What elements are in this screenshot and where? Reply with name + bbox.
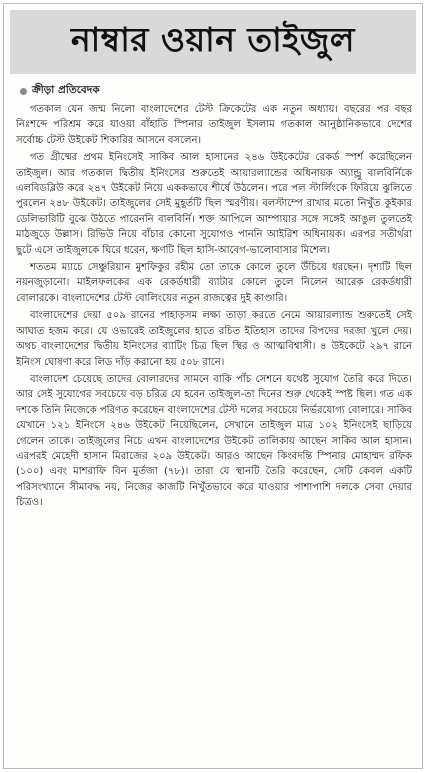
byline-text: ক্রীড়া প্রতিবেদক: [32, 84, 100, 96]
paragraph: শততম ম্যাচে সেঞ্চুরিয়ান মুশফিকুর রহীম তো তাকে কোলে তুলে উঁচিয়ে ধরছেন। দৃশ্যটি ছিল নয়নজুড়ানো। মাইলফলকের এক রেকর্ডধারী ব্যাটার কোলে তুলে নিলেন আরেক রেকর্ডধারী বোলারকে। বাংলাদেশের টেস্ট বোলিংয়ের নতুন রাজত্বের দুই কাণ্ডারি।: [16, 262, 413, 304]
paragraph: গত গ্রীষ্মের প্রথম ইনিংসেই সাকিব আল হাসানের ২৪৬ উইকেটের রেকর্ড স্পর্শ করেছিলেন তাইজুল। আর গতকাল দ্বিতীয় ইনিংসের শুরুতেই আয়ারল্যান্ডের অধিনায়ক অ্যান্ড্রু বালবির্নিকে এলবিডব্লিউ করে ২৪৭ উইকেট নিয়ে এককভাবে শীর্ষে উঠলেন। পরে পল স্টার্লিংকে ফিরিয়ে ঝুলিতে পুরলেন ২৪৮ উইকেট। তাইজুলের সেই মুহূর্তটি ছিল স্মরণীয়। বলস্টাম্পে রাখার মতো নিখুঁত কুইকার ডেলিভারিটি বুঝে উঠতে পারেননি বালবির্নি। শক্ত আপিলে আম্পায়ার সঙ্গে সঙ্গেই আঙুল তুলতেই মাঠজুড়ে উল্লাস। রিভিউ নিয়ে বাঁচার কোনো সুযোগও পাননি আইরিশ অধিনায়ক। এরপর সতীর্থরা ছুটে এসে তাইজুলকে ঘিরে ধরেন, ক্ষণটি ছিল হাসি-আবেগ-ভালোবাসার মিশেল।: [16, 152, 412, 256]
bullet-icon: [20, 88, 27, 95]
paragraph: বাংলাদেশের দেয়া ৫০৯ রানের পাহাড়সম লক্ষ্য তাড়া করতে নেমে আয়ারল্যান্ড শুরুতেই সেই আঘাত হজম করে। যে ওভারেই তাইজুলের হাতে রচিত ইতিহাস তাদের বিপদের দরজা খুলে দেয়। অথচ বাংলাদেশের দ্বিতীয় ইনিংসের ব্যাটিং চিত্র ছিল স্থির ও আত্মবিশ্বাসী। ৪ উইকেটে ২৯৭ রানে ইনিংস ঘোষণা করে লিড দাঁড় করানো হয় ৫০৮ রানে।: [16, 310, 412, 368]
headline: নাম্বার ওয়ান তাইজুল: [10, 10, 416, 74]
newspaper-clipping: [3, 3, 423, 769]
byline: [20, 83, 414, 100]
article-body: [16, 102, 412, 511]
paragraph: গতকাল যেন জন্ম নিলো বাংলাদেশের টেস্ট ক্রিকেটের এক নতুন অধ্যায়। বছরের পর বছর নিঃশব্দে পরিশ্রম করে যাওয়া বাঁহাতি স্পিনার তাইজুল ইসলাম গতকাল আনুষ্ঠানিকভাবে দেশের সর্বোচ্চ টেস্ট উইকেট শিকারির আসনে বসলেন।: [16, 104, 412, 146]
paragraph: বাংলাদেশ চেয়েছে তাদের বোলারদের সামনে বাকি পাঁচ সেশনে যথেষ্ট সুযোগ তৈরি করে দিতে। আর সেই সুযোগের সবচেয়ে বড় চরিত্র যে হবেন তাইজুল-তা দিনের শুরু থেকেই স্পষ্ট ছিল। গত এক দশকে তিনি নিজেকে পরিণত করেছেন বাংলাদেশের টেস্ট দলের সবচেয়ে নির্ভরযোগ্য বোলারে। সাকিব যেখানে ১২১ ইনিংসে ২৪৬ উইকেট নিয়েছিলেন, সেখানে তাইজুল মাত্র ১০২ ইনিংসেই ছাড়িয়ে গেলেন তাকে। তাইজুলের নিচে এখন বাংলাদেশের উইকেট তালিকায় আছেন সাকিব আল হাসান। এরপরই মেহেদী হাসান মিরাজের ২০৯ উইকেট। আরও আছেন কিংবদন্তি স্পিনার মোহাম্মদ রফিক (১০০) এবং মাশরাফি বিন মুর্তজা (৭৮)। তারা যে স্থানটি তৈরি করেছেন, সেটি কেবল একটি পরিসংখ্যানে সীমাবদ্ধ নয়, নিজের কাজটি নিখুঁতভাবে করে যাওয়ার পাশাপাশি দলকে সেবা দেয়ার চিত্রও।: [16, 373, 412, 509]
